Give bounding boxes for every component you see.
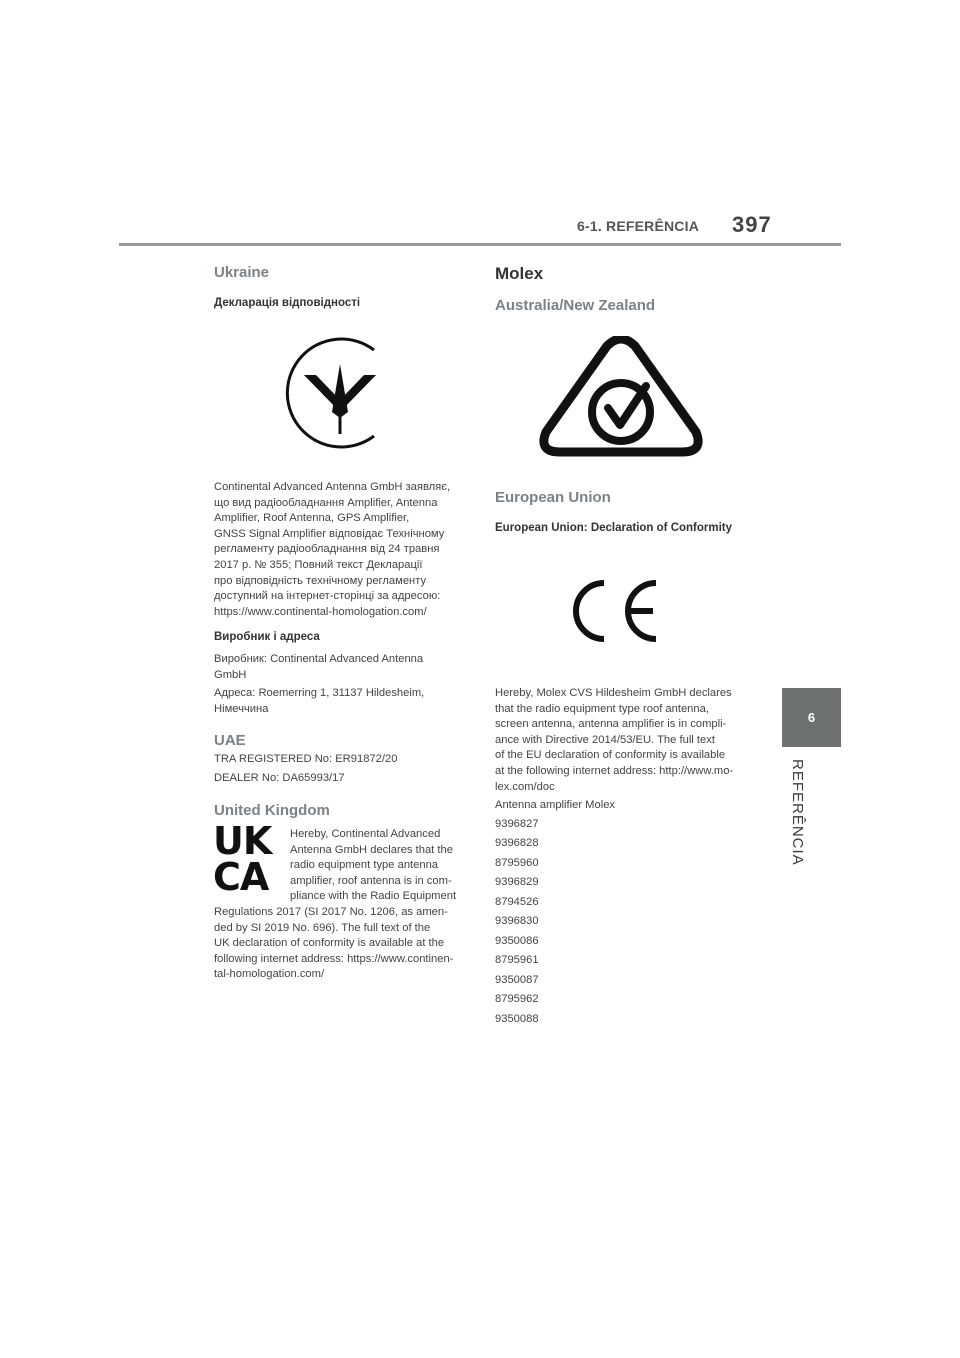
part-number: 8795960	[495, 857, 539, 869]
uk-side-text	[290, 827, 470, 905]
manufacturer-line: Виробник: Continental Advanced Antenna	[214, 653, 424, 665]
uk-side-line: pliance with the Radio Equipment	[290, 890, 457, 903]
manufacturer-line: GmbH	[214, 668, 247, 681]
running-header-section: 6-1. REFERÊNCIA	[577, 218, 700, 234]
ukrsepro-mark-icon	[274, 328, 392, 458]
uae-tra-number: TRA REGISTERED No: ER91872/20	[214, 753, 398, 765]
chapter-tab	[782, 688, 841, 747]
molex-body-line: that the radio equipment type roof antenna,	[495, 702, 709, 715]
ukraine-body-line: доступний на інтернет-сторінці за адресою:	[214, 590, 441, 603]
ukraine-body-line: що вид радіообладнання Amplifier, Antenna	[214, 496, 438, 509]
chapter-title-vertical: REFERÊNCIA	[789, 759, 806, 866]
chapter-number: 6	[807, 710, 816, 725]
address-line: Адреса: Roemerring 1, 31137 Hildesheim,	[214, 687, 425, 699]
anz-heading: Australia/New Zealand	[495, 297, 656, 314]
part-number: 8795961	[495, 954, 539, 966]
uk-full-line: following internet address: https://www.continen-	[214, 952, 454, 965]
part-number: 9350087	[495, 974, 539, 986]
address-line: Німеччина	[214, 702, 269, 715]
part-number: 9396827	[495, 818, 539, 830]
ukca-mark-icon: UK CA	[213, 819, 272, 899]
ukraine-subheading: Декларація відповідності	[214, 297, 361, 309]
ukraine-body-line: про відповідність технічному регламенту	[214, 574, 427, 587]
ukraine-heading: Ukraine	[214, 264, 270, 281]
uae-heading: UAE	[214, 732, 246, 749]
uk-heading: United Kingdom	[214, 802, 330, 819]
uk-side-line: amplifier, roof antenna is in com-	[290, 874, 452, 887]
rcm-mark-icon	[538, 336, 704, 458]
molex-body	[495, 686, 757, 795]
uk-full-line: ded by SI 2019 No. 696). The full text of the	[214, 921, 431, 934]
molex-body-line: lex.com/doc	[495, 780, 555, 793]
part-number: 9350086	[495, 935, 539, 947]
uk-full-line: UK declaration of conformity is available at the	[214, 937, 445, 950]
part-number: 8794526	[495, 896, 539, 908]
part-number: 9396828	[495, 837, 539, 849]
uk-full-line: Regulations 2017 (SI 2017 No. 1206, as amen-	[214, 906, 448, 918]
part-number: 8795962	[495, 993, 539, 1005]
amplifier-label: Antenna amplifier Molex	[495, 799, 616, 811]
molex-heading: Molex	[495, 264, 544, 283]
manufacturer-heading: Виробник і адреса	[214, 631, 320, 643]
ukraine-body-line: Continental Advanced Antenna GmbH заявляє,	[214, 481, 451, 493]
ukraine-body	[214, 480, 470, 620]
uk-side-line: Antenna GmbH declares that the	[290, 843, 453, 856]
molex-body-line: ance with Directive 2014/53/EU. The full text	[495, 733, 715, 746]
manufacturer-text	[214, 652, 470, 683]
uk-full-line: tal-homologation.com/	[214, 968, 325, 981]
molex-body-line: Hereby, Molex CVS Hildesheim GmbH declares	[495, 687, 732, 699]
ukraine-body-line: регламенту радіообладнання від 24 травня	[214, 543, 440, 556]
molex-body-line: screen antenna, antenna amplifier is in compli-	[495, 718, 727, 731]
ukca-logo-text: UK	[213, 819, 272, 863]
ukraine-body-line: Amplifier, Roof Antenna, GPS Amplifier,	[214, 512, 410, 525]
address-text	[214, 686, 470, 717]
eu-heading: European Union	[495, 489, 611, 506]
ukraine-body-line: GNSS Signal Amplifier відповідає Технічному	[214, 527, 445, 540]
uk-side-line: radio equipment type antenna	[290, 859, 439, 872]
uae-dealer-number: DEALER No: DA65993/17	[214, 772, 345, 784]
molex-body-line: of the EU declaration of conformity is available	[495, 749, 726, 762]
ukraine-body-line: https://www.continental-homologation.com/	[214, 605, 427, 618]
ukraine-body-line: 2017 р. № 355; Повний текст Декларації	[214, 558, 423, 571]
uk-full-text	[214, 905, 474, 983]
eu-subheading: European Union: Declaration of Conformity	[495, 522, 733, 534]
part-number: 9396829	[495, 876, 539, 888]
ce-mark-icon	[573, 578, 663, 644]
header-divider	[119, 243, 841, 246]
part-number: 9396830	[495, 915, 539, 927]
molex-body-line: at the following internet address: http://www.mo-	[495, 764, 734, 777]
part-number: 9350088	[495, 1013, 539, 1025]
uk-side-line: Hereby, Continental Advanced	[290, 828, 441, 840]
page-number: 397	[732, 212, 772, 237]
